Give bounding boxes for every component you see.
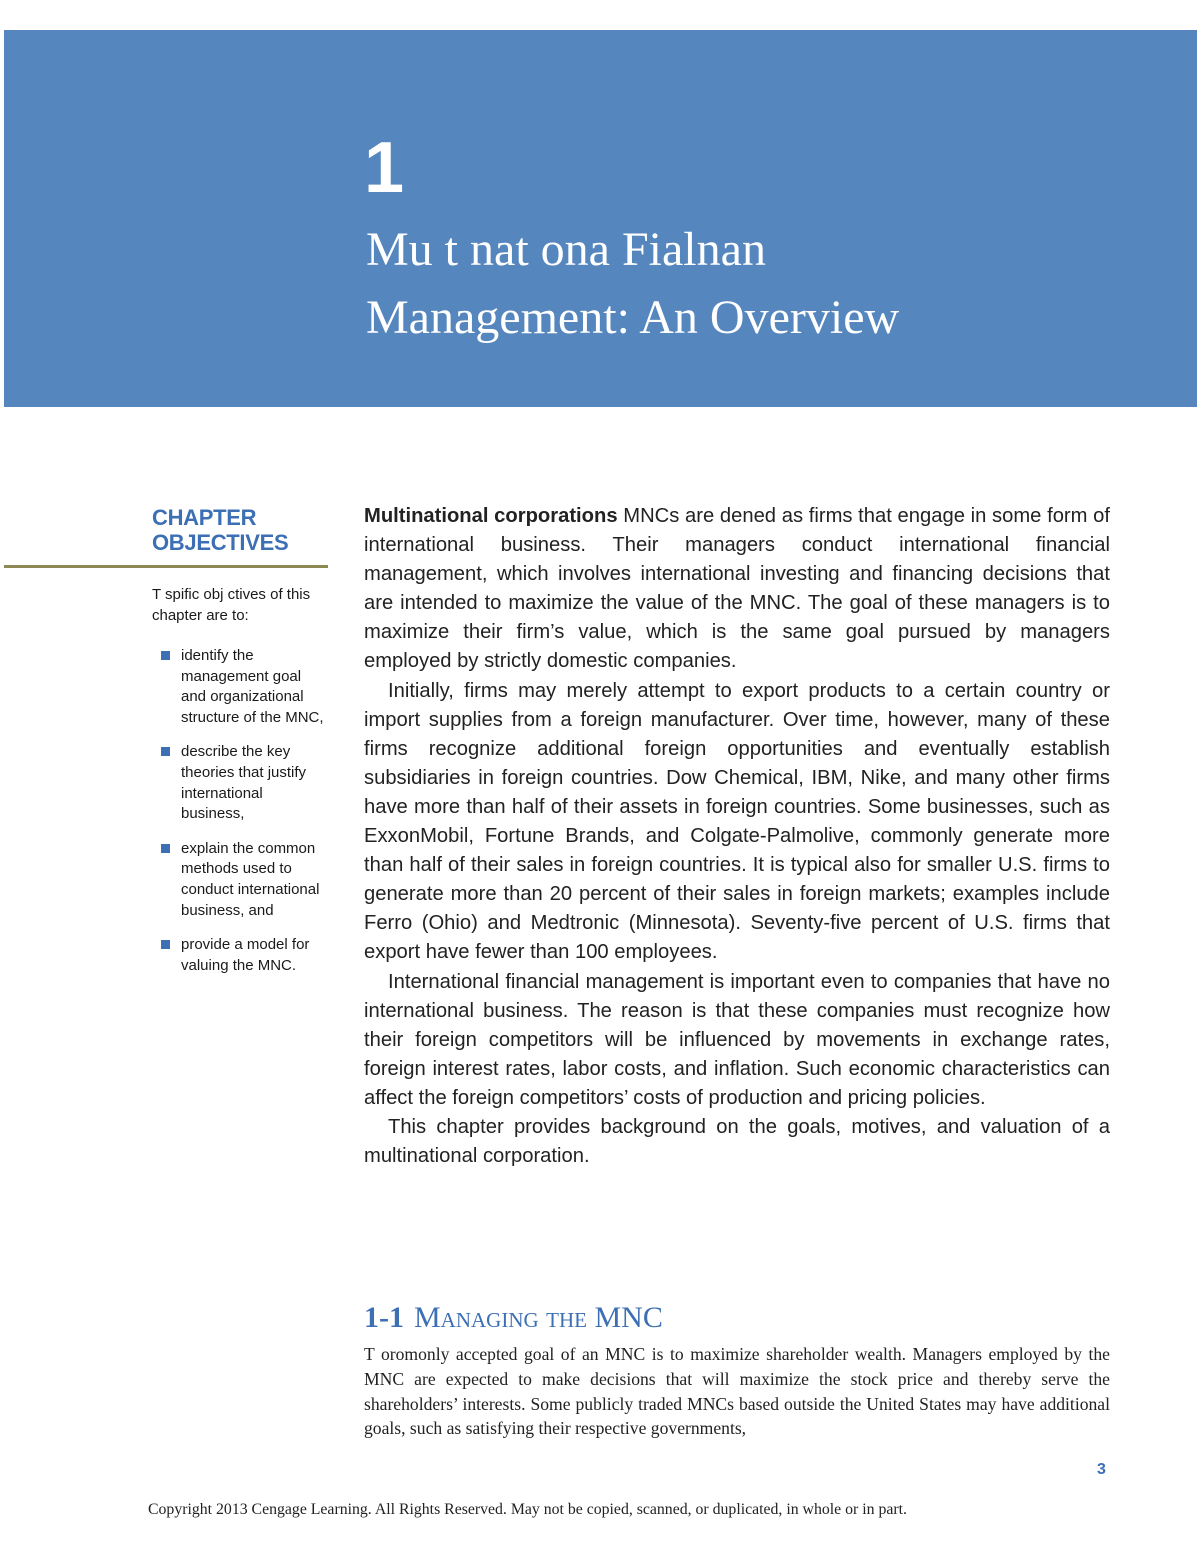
body-paragraph-2: Initially, firms may merely attempt to export products to a certain country or import supplies from a foreign manufacturer. Over time, however, many of these firms recognize additional foreign opportunities and eventually establish subsidiaries in foreign countries. Dow Chemical, IBM, Nike, and many other firms have more than half of their assets in foreign countries. Some businesses, such as ExxonMobil, Fortune Brands, and Colgate-Palmolive, commonly generate more than half of their sales in foreign countries. It is typical also for smaller U.S. firms to generate more than 20 percent of their sales in foreign markets; examples include Ferro (Ohio) and Medtronic (Minnesota). Seventy-five percent of U.S. firms that export have fewer than 100 employees. [364,679,1110,964]
body-paragraph-1 [364,502,1110,677]
square-bullet-icon [161,940,170,949]
objectives-divider [4,565,328,568]
square-bullet-icon [161,651,170,660]
objective-item [181,935,329,976]
page-number: 3 [1097,1461,1106,1478]
section-title: Managing the MNC [414,1301,663,1334]
section-heading [364,1298,663,1338]
objectives-list [0,646,330,976]
body-paragraph-4: This chapter provides background on the goals, motives, and valuation of a multinational corporation. [364,1115,1110,1168]
copyright-notice: Copyright 2013 Cengage Learning. All Rights Reserved. May not be copied, scanned, or duplicated, in whole or in part. [148,1501,907,1518]
body-paragraph-3: International financial management is important even to companies that have no international business. The reason is that these companies must recognize how their foreign competitors will be influenced by movements in exchange rates, foreign interest rates, labor costs, and inflation. Such economic characteristics can affect the foreign competitors’ costs of production and pricing policies. [364,970,1110,1109]
body-paragraph-1-text: MNCs are dened as firms that engage in some form of international business. Their managers conduct international financial management, which involves international investing and financing decisions that are intended to maximize the value of the MNC. The goal of these managers is to maximize their firm’s value, which is the same goal pursued by managers employed by strictly domestic companies. [364,505,1111,673]
objective-text: describe the key theories that justify international business, [181,743,307,823]
square-bullet-icon [161,747,170,756]
objectives-heading-line-2: OBJECTIVES [152,530,289,555]
objective-item [181,646,329,728]
key-term: Multinational corporations [364,505,618,527]
section-number: 1-1 [364,1301,404,1334]
objective-text: provide a model for valuing the MNC. [181,936,310,974]
chapter-title-line-2: Management: An Overview [366,291,900,344]
square-bullet-icon [161,844,170,853]
objective-item [181,839,329,921]
chapter-objectives-sidebar [0,505,330,990]
objective-item [181,742,329,824]
chapter-number: 1 [364,128,405,208]
objectives-intro: T spific obj ctives of this chapter are to: [152,586,311,624]
objectives-heading-line-1: CHAPTER [152,505,257,530]
chapter-title [366,216,986,352]
section-paragraph: T oromonly accepted goal of an MNC is to maximize shareholder wealth. Managers employed by the MNC are expected to make decisions that will maximize the stock price and thereby serve the shareholders’ interests. Some publicly traded MNCs based outside the United States may have additional goals, such as satisfying their respective governments, [364,1344,1110,1439]
chapter-intro-text [364,502,1110,1171]
objectives-heading [152,505,330,555]
objective-text: identify the management goal and organizational structure of the MNC, [181,647,324,726]
chapter-title-line-1: Mu t nat ona Fialnan [366,223,766,276]
objective-text: explain the common methods used to conduct international business, and [181,839,320,919]
